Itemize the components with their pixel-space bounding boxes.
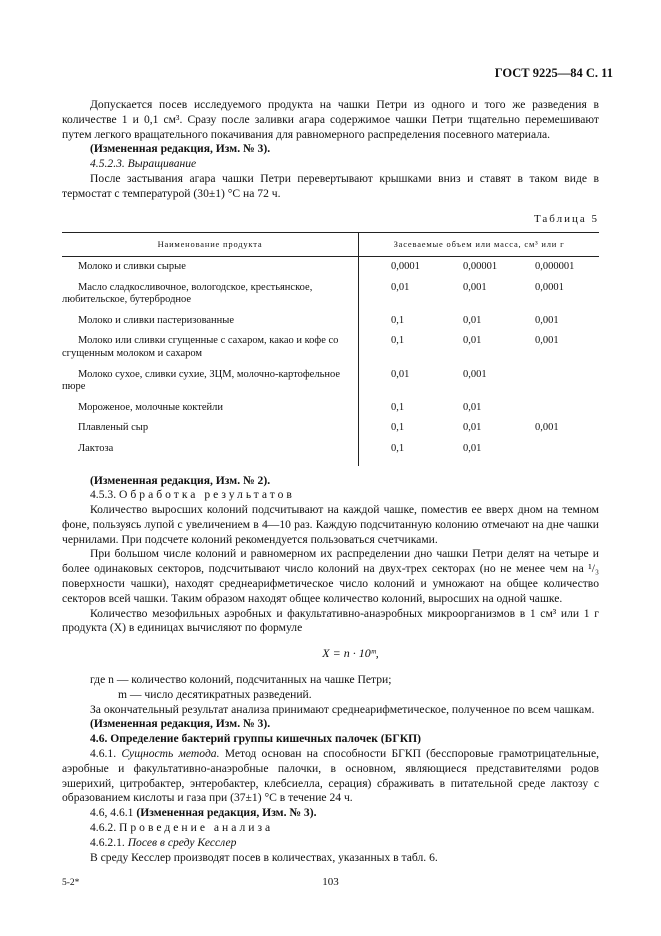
- value-cell-2: 0,01: [463, 335, 482, 347]
- product-name-cell: Плавленый сыр: [78, 422, 149, 434]
- edit-note: (Измененная редакция, Изм. № 3).: [90, 142, 271, 156]
- value-cell-3: 0,001: [535, 422, 559, 434]
- value-cell-3: 0,001: [535, 314, 559, 326]
- column-header-name: Наименование продукта: [62, 233, 359, 257]
- product-name-cell: Молоко или сливки сгущенные с сахаром, какао и кофе со сгущенным молоком и сахаром: [62, 335, 339, 359]
- product-name-cell: Лактоза: [78, 442, 114, 454]
- paragraph: [62, 747, 599, 806]
- value-cell-1: 0,01: [359, 365, 464, 398]
- section-heading: 4.6. Определение бактерий группы кишечных палочек (БГКП): [90, 732, 421, 746]
- paragraph: За окончательный результат анализа принимают среднеарифметическое, полученное по всем чашкам.: [90, 702, 595, 716]
- section-heading: 4.5.2.3. Выращивание: [90, 157, 197, 171]
- value-cell-1: 0,1: [359, 418, 464, 439]
- paragraph: При большом числе колоний и равномерном их распределении дно чашки Петри делят на четыре и более одинаковых секторов, подсчитывают число колоний на двух-трех секторах (но не менее чем на ¹/₃ поверхности чашки), находят среднеарифметическое число колоний и умножают на общее количество секторов всей чашки. Таким образом находят общее количество колоний, выросших на одной чашке.: [62, 547, 599, 605]
- value-cell-3: 0,000001: [535, 260, 575, 272]
- value-cell-3: [535, 398, 599, 419]
- section-number: 4.6.2.: [90, 821, 117, 835]
- value-cell-2: 0,01: [463, 442, 482, 454]
- table-row: [62, 311, 599, 332]
- edit-note: [62, 806, 599, 821]
- section-number: 4.6.2.1.: [90, 835, 125, 849]
- value-cell-2: 0,01: [463, 422, 482, 434]
- product-name-cell: Масло сладкосливочное, вологодское, крестьянское, любительское, бутербродное: [62, 281, 313, 306]
- section-heading: [62, 821, 599, 836]
- value-cell-2: 0,01: [463, 314, 482, 326]
- formula: X = n · 10ᵐ,: [322, 646, 379, 661]
- value-cell-3: 0,0001: [535, 281, 564, 293]
- paragraph: После застывания агара чашки Петри перевертывают крышками вниз и ставят в таком виде в термостат с температурой (30±1) °С на 72 ч.: [62, 171, 599, 200]
- section-number: 4.5.3.: [90, 488, 117, 502]
- section-text: Метод основан на способности БГКП (бесспоровые грамотрицательные, аэробные и факультативно-анаэробные палочки, в основном, являющиеся представителями родов эшерихий, цитробактер, энтеробактер, клебсиелла, серация) сбраживать в питательной среде лактозу с образованием кислоты и газа при (37±1) °С в течение 24 ч.: [62, 747, 600, 805]
- table-row: [62, 278, 599, 311]
- table-caption: Таблица 5: [533, 212, 599, 225]
- value-cell-1: 0,1: [359, 398, 464, 419]
- table-row: [62, 256, 599, 277]
- page-body: [62, 98, 599, 865]
- section-title: Проведение анализа: [119, 821, 274, 835]
- section-number: 4.6, 4.6.1: [90, 806, 134, 820]
- section-title: Обработка результатов: [119, 488, 295, 502]
- table-row: [62, 439, 599, 466]
- paragraph: Количество выросших колоний подсчитывают на каждой чашке, поместив ее вверх дном на темном фоне, пользуясь лупой с увеличением в 4—10 раз. Каждую подсчитанную колонию отмечают на дне чашки чернилами. При подсчете колоний рекомендуется пользоваться счетчиками.: [62, 503, 599, 546]
- section-number: 4.6.1.: [90, 747, 117, 761]
- value-cell-1: 0,0001: [359, 256, 464, 277]
- paragraph: Количество мезофильных аэробных и факультативно-анаэробных микроорганизмов в 1 см³ или 1 г продукта (X) в единицах вычисляют по формуле: [62, 606, 599, 635]
- definition: где n — количество колоний, подсчитанных на чашке Петри;: [90, 673, 392, 687]
- value-cell-1: 0,1: [359, 439, 464, 466]
- table-row: [62, 398, 599, 419]
- table-row: [62, 331, 599, 364]
- edit-note: (Измененная редакция, Изм. № 3).: [90, 717, 271, 731]
- value-cell-2: 0,001: [463, 368, 487, 380]
- product-name-cell: Мороженое, молочные коктейли: [78, 401, 223, 413]
- paragraph: Допускается посев исследуемого продукта на чашки Петри из одного и того же разведения в количестве 1 и 0,1 см³. Сразу после заливки агара содержимое чашки Петри тщательно перемешивают путем легкого вращательного покачивания для равномерного распределения посевного материала.: [62, 98, 599, 141]
- edit-note: (Измененная редакция, Изм. № 2).: [90, 473, 271, 487]
- value-cell-2: 0,00001: [463, 260, 498, 272]
- section-label: Сущность метода.: [121, 747, 220, 761]
- page-number: 103: [322, 876, 339, 888]
- product-name-cell: Молоко и сливки сырые: [78, 260, 186, 272]
- running-header: ГОСТ 9225—84 С. 11: [494, 66, 613, 80]
- table-row: [62, 418, 599, 439]
- value-cell-2: 0,01: [463, 401, 482, 413]
- value-cell-3: [535, 439, 599, 466]
- value-cell-3: [535, 365, 599, 398]
- paragraph: В среду Кесслер производят посев в количествах, указанных в табл. 6.: [90, 850, 438, 864]
- column-header-values: Засеваемые объем или масса, см³ или г: [359, 233, 600, 257]
- definition: m — число десятикратных разведений.: [118, 687, 312, 701]
- edit-text: (Измененная редакция, Изм. № 3).: [136, 806, 317, 820]
- section-title: Посев в среду Кесслер: [127, 835, 237, 849]
- table-5: [62, 232, 599, 465]
- section-heading: [62, 488, 599, 503]
- value-cell-1: 0,1: [359, 311, 464, 332]
- product-name-cell: Молоко и сливки пастеризованные: [78, 314, 235, 326]
- value-cell-1: 0,1: [359, 331, 464, 364]
- section-heading: [62, 836, 599, 851]
- footer-mark: 5-2*: [62, 878, 80, 888]
- value-cell-3: 0,001: [535, 335, 559, 347]
- value-cell-2: 0,001: [463, 281, 487, 293]
- product-name-cell: Молоко сухое, сливки сухие, ЗЦМ, молочно-картофельное пюре: [62, 368, 341, 393]
- value-cell-1: 0,01: [359, 278, 464, 311]
- table-row: [62, 365, 599, 398]
